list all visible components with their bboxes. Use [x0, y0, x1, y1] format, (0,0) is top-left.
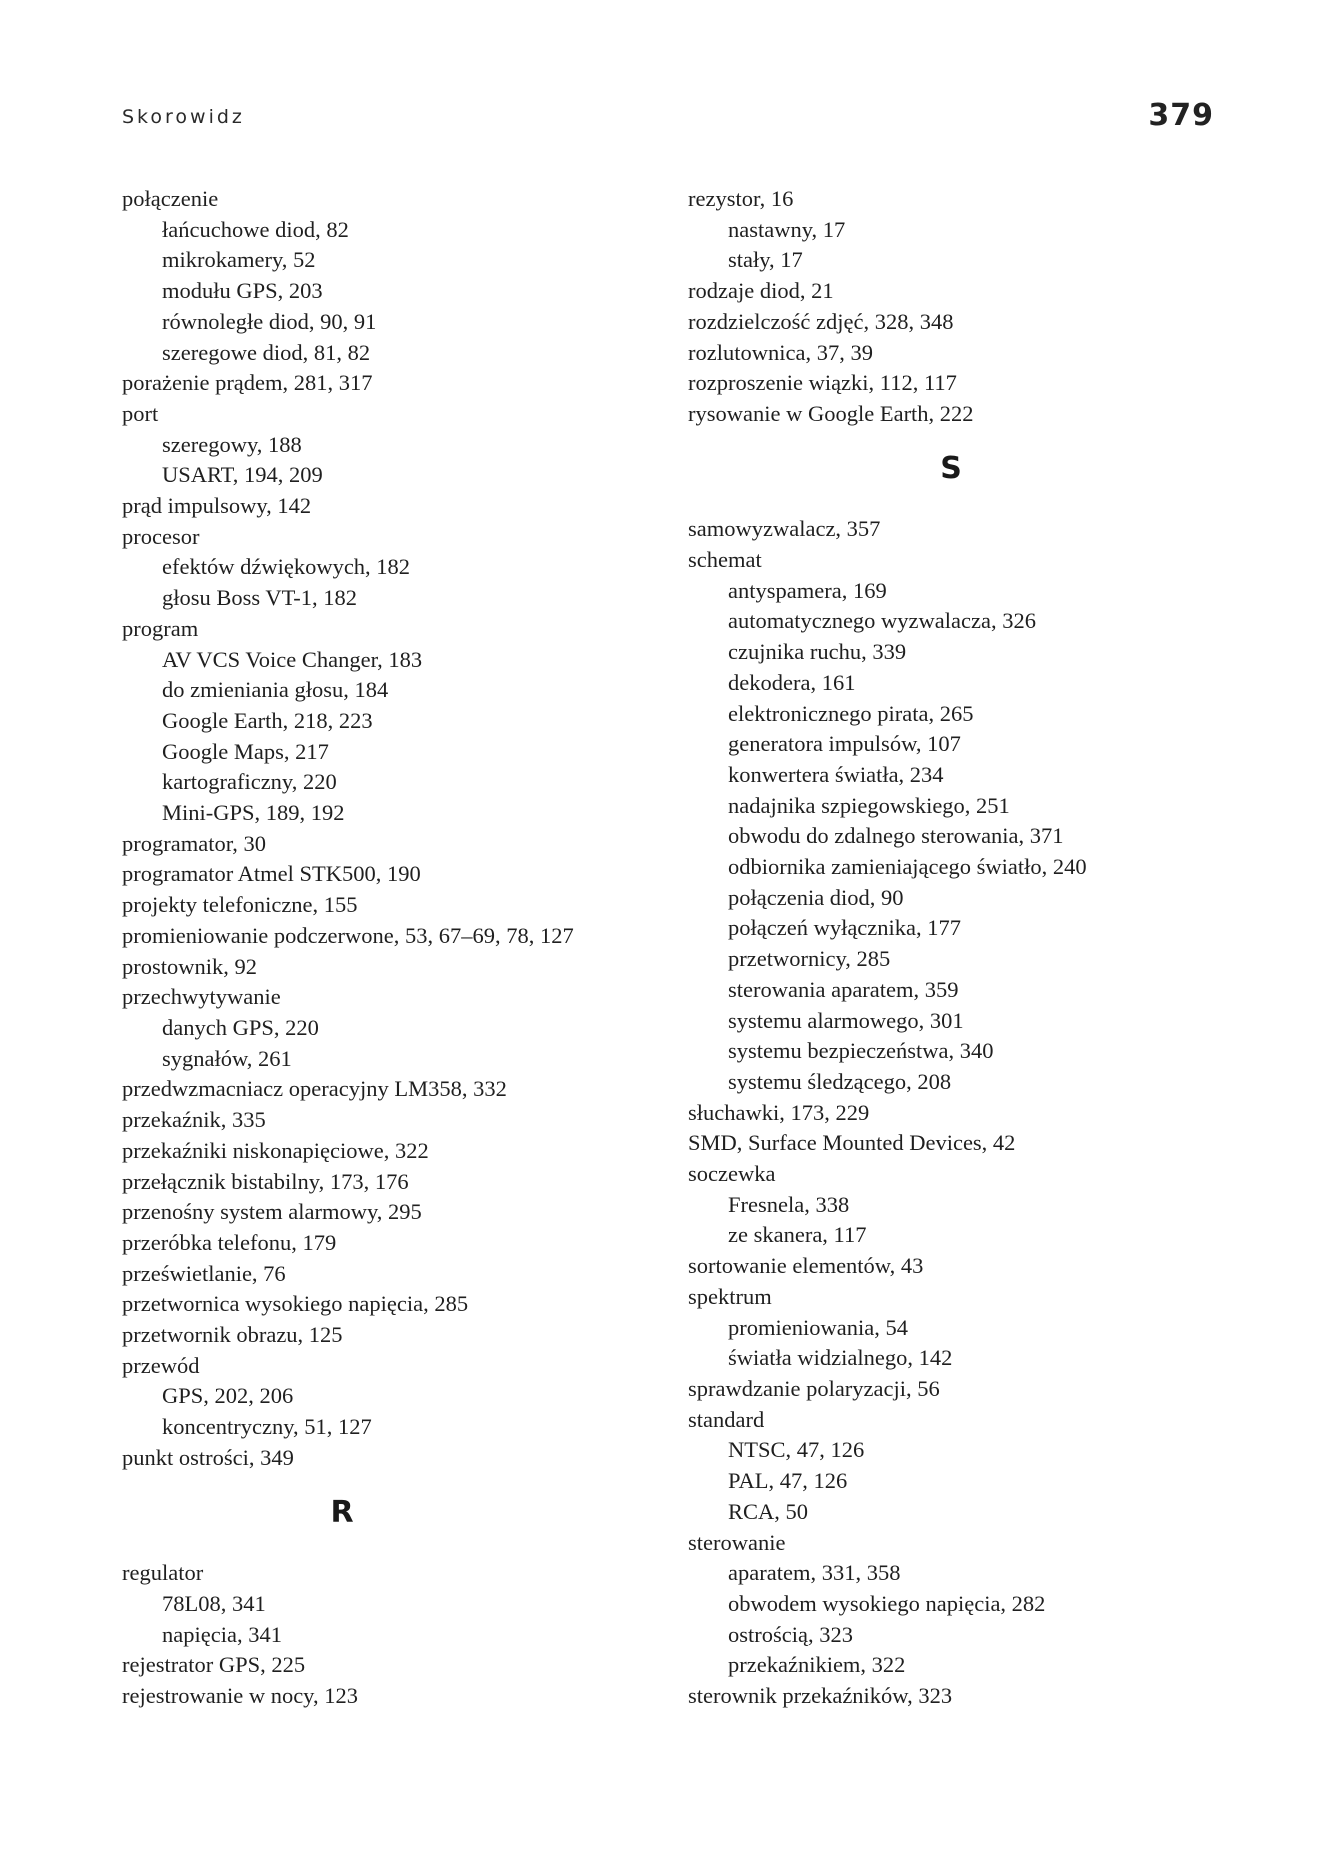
index-entry: program	[122, 615, 199, 641]
index-entry: port	[122, 400, 159, 426]
section-letter-s: S	[940, 450, 962, 486]
entry-group-s	[688, 514, 1248, 1711]
index-entry: przechwytywanie	[122, 984, 281, 1010]
index-subentry: AV VCS Voice Changer, 183	[162, 646, 423, 672]
index-subentry: konwertera światła, 234	[728, 761, 944, 787]
index-entry: połączenie	[122, 186, 219, 211]
index-entry: rejestrator GPS, 225	[122, 1652, 306, 1678]
index-entry: przekaźniki niskonapięciowe, 322	[122, 1137, 429, 1163]
index-entry: rysowanie w Google Earth, 222	[688, 400, 974, 426]
index-subentry: sygnałów, 261	[162, 1045, 292, 1071]
index-subentry: światła widzialnego, 142	[728, 1345, 953, 1371]
index-subentry: danych GPS, 220	[162, 1014, 319, 1040]
index-subentry: odbiornika zamieniającego światło, 240	[728, 854, 1087, 880]
index-entry: rejestrowanie w nocy, 123	[122, 1683, 358, 1709]
index-entry: spektrum	[688, 1283, 772, 1309]
entry-group-p	[122, 184, 682, 1474]
index-subentry: łańcuchowe diod, 82	[162, 216, 349, 242]
index-entry: promieniowanie podczerwone, 53, 67–69, 78, 127	[122, 922, 574, 948]
index-entry: programator, 30	[122, 830, 267, 856]
index-entry: przedwzmacniacz operacyjny LM358, 332	[122, 1076, 507, 1102]
page-number: 379	[1148, 98, 1214, 133]
index-subentry: Mini-GPS, 189, 192	[162, 800, 345, 826]
index-subentry: do zmieniania głosu, 184	[162, 677, 389, 703]
index-entry: prostownik, 92	[122, 953, 257, 979]
index-subentry: równoległe diod, 90, 91	[162, 308, 377, 334]
index-entry: przeróbka telefonu, 179	[122, 1229, 337, 1255]
index-entry: prześwietlanie, 76	[122, 1260, 286, 1286]
index-entry: sortowanie elementów, 43	[688, 1253, 924, 1279]
index-subentry: systemu bezpieczeństwa, 340	[728, 1038, 994, 1064]
index-entry: przetwornica wysokiego napięcia, 285	[122, 1291, 469, 1317]
index-subentry: generatora impulsów, 107	[728, 731, 961, 757]
index-subentry: efektów dźwiękowych, 182	[162, 554, 411, 580]
index-entry: przewód	[122, 1352, 200, 1378]
index-subentry: systemu śledzącego, 208	[728, 1068, 952, 1094]
index-entry: rezystor, 16	[688, 186, 794, 211]
index-subentry: Google Maps, 217	[162, 738, 329, 764]
section-letter-r: R	[330, 1494, 354, 1530]
index-entry: soczewka	[688, 1161, 776, 1187]
index-subentry: GPS, 202, 206	[162, 1383, 294, 1409]
entry-group-r-continued	[688, 184, 1248, 430]
index-entry: sterownik przekaźników, 323	[688, 1683, 953, 1709]
index-subentry: przetwornicy, 285	[728, 946, 891, 972]
index-entry: regulator	[122, 1560, 204, 1586]
entry-group-r	[122, 1558, 682, 1712]
index-entry: przetwornik obrazu, 125	[122, 1322, 343, 1348]
running-head: Skorowidz	[122, 106, 245, 128]
index-subentry: USART, 194, 209	[162, 462, 323, 488]
index-entry: schemat	[688, 547, 762, 573]
index-entry: SMD, Surface Mounted Devices, 42	[688, 1130, 1016, 1156]
index-entry: rozlutownica, 37, 39	[688, 339, 873, 365]
index-subentry: modułu GPS, 203	[162, 278, 323, 304]
index-entry: sterowanie	[688, 1529, 786, 1555]
index-subentry: sterowania aparatem, 359	[728, 976, 959, 1002]
index-subentry: przekaźnikiem, 322	[728, 1652, 906, 1678]
index-subentry: systemu alarmowego, 301	[728, 1007, 964, 1033]
index-subentry: antyspamera, 169	[728, 577, 887, 603]
index-subentry: RCA, 50	[728, 1498, 809, 1524]
index-entry: słuchawki, 173, 229	[688, 1099, 870, 1125]
index-entry: projekty telefoniczne, 155	[122, 892, 358, 918]
index-entry: standard	[688, 1406, 765, 1432]
index-subentry: NTSC, 47, 126	[728, 1437, 865, 1463]
index-subentry: mikrokamery, 52	[162, 247, 316, 273]
index-subentry: aparatem, 331, 358	[728, 1560, 901, 1586]
index-subentry: nadajnika szpiegowskiego, 251	[728, 792, 1010, 818]
index-subentry: nastawny, 17	[728, 216, 846, 242]
index-subentry: obwodem wysokiego napięcia, 282	[728, 1590, 1046, 1616]
index-entry: procesor	[122, 523, 200, 549]
index-entry: przekaźnik, 335	[122, 1107, 266, 1133]
index-subentry: elektronicznego pirata, 265	[728, 700, 974, 726]
index-subentry: promieniowania, 54	[728, 1314, 908, 1340]
index-subentry: Google Earth, 218, 223	[162, 707, 373, 733]
index-subentry: ostrością, 323	[728, 1621, 853, 1647]
index-subentry: połączenia diod, 90	[728, 884, 904, 910]
index-entry: rodzaje diod, 21	[688, 278, 834, 304]
index-subentry: ze skanera, 117	[728, 1222, 867, 1248]
index-subentry: Fresnela, 338	[728, 1191, 850, 1217]
index-subentry: kartograficzny, 220	[162, 769, 337, 795]
index-subentry: koncentryczny, 51, 127	[162, 1414, 372, 1440]
index-entry: przełącznik bistabilny, 173, 176	[122, 1168, 409, 1194]
index-subentry: głosu Boss VT-1, 182	[162, 585, 358, 611]
index-entry: punkt ostrości, 349	[122, 1444, 294, 1470]
index-subentry: połączeń wyłącznika, 177	[728, 915, 962, 941]
index-entry: prąd impulsowy, 142	[122, 493, 312, 519]
index-subentry: dekodera, 161	[728, 669, 856, 695]
index-entry: przenośny system alarmowy, 295	[122, 1199, 422, 1225]
index-subentry: PAL, 47, 126	[728, 1468, 848, 1494]
index-subentry: szeregowy, 188	[162, 431, 302, 457]
index-subentry: napięcia, 341	[162, 1621, 282, 1647]
index-entry: porażenie prądem, 281, 317	[122, 370, 373, 396]
index-subentry: 78L08, 341	[162, 1590, 266, 1616]
index-entry: rozdzielczość zdjęć, 328, 348	[688, 308, 954, 334]
index-entry: programator Atmel STK500, 190	[122, 861, 421, 887]
index-entry: sprawdzanie polaryzacji, 56	[688, 1376, 940, 1401]
index-column-left	[122, 184, 682, 1712]
index-entry: samowyzwalacz, 357	[688, 516, 881, 542]
index-subentry: obwodu do zdalnego sterowania, 371	[728, 823, 1064, 849]
index-subentry: czujnika ruchu, 339	[728, 639, 907, 665]
index-subentry: automatycznego wyzwalacza, 326	[728, 608, 1036, 634]
index-subentry: stały, 17	[728, 247, 803, 273]
index-column-right	[688, 184, 1248, 1712]
index-entry: rozproszenie wiązki, 112, 117	[688, 370, 957, 396]
index-subentry: szeregowe diod, 81, 82	[162, 339, 371, 365]
